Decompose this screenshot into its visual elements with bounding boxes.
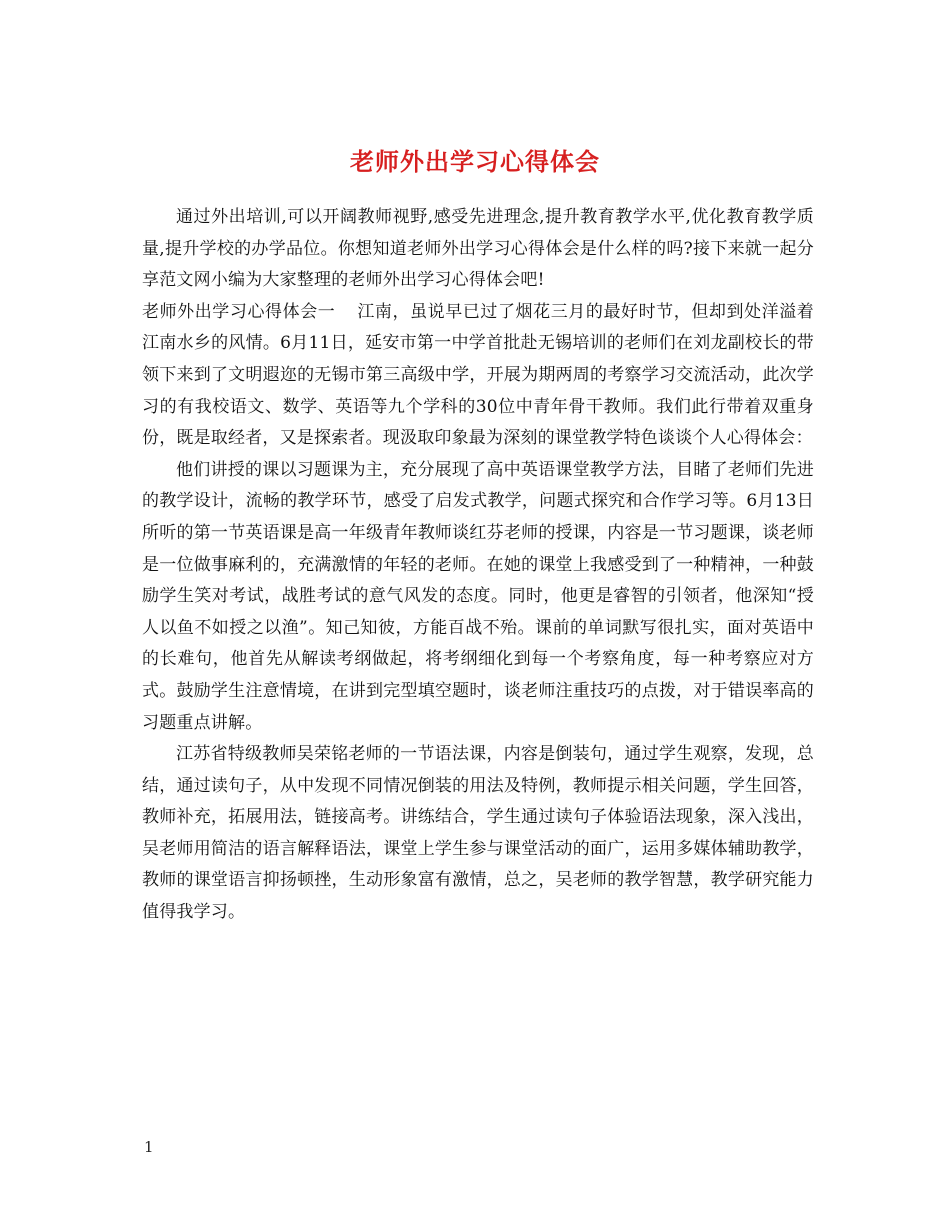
page-number: 1 xyxy=(144,1138,154,1156)
section-paragraph xyxy=(142,297,814,455)
document-body xyxy=(142,202,814,929)
document-title: 老师外出学习心得体会 xyxy=(350,147,600,177)
body-paragraph-grammar-class: 江苏省特级教师吴荣铭老师的一节语法课，内容是倒装句，通过学生观察，发现，总结，通过读句子，从中发现不同情况倒装的用法及特例，教师提示相关问题，学生回答，教师补充，拓展用法，链接高考。讲练结合，学生通过读句子体验语法现象，深入浅出，吴老师用简洁的语言解释语法，课堂上学生参与课堂活动的面广，运用多媒体辅助教学，教师的课堂语言抑扬顿挫，生动形象富有激情，总之，吴老师的教学智慧，教学研究能力值得我学习。 xyxy=(142,744,814,923)
intro-paragraph: 通过外出培训,可以开阔教师视野,感受先进理念,提升教育教学水平,优化教育教学质量,提升学校的办学品位。你想知道老师外出学习心得体会是什么样的吗?接下来就一起分享范文网小编为大家整理的老师外出学习心得体会吧! xyxy=(142,207,814,291)
section-paragraph-text: 江南，虽说早已过了烟花三月的最好时节，但却到处洋溢着江南水乡的风情。6月11日，延安市第一中学首批赴无锡培训的老师们在刘龙副校长的带领下来到了文明遐迩的无锡市第三高级中学，开展为期两周的考察学习交流活动，此次学习的有我校语文、数学、英语等九个学科的30位中青年骨干教师。我们此行带着双重身份，既是取经者，又是探索者。现汲取印象最为深刻的课堂教学特色谈谈个人心得体会： xyxy=(142,301,814,449)
body-paragraph-english-class: 他们讲授的课以习题课为主，充分展现了高中英语课堂教学方法，目睹了老师们先进的教学设计，流畅的教学环节，感受了启发式教学，问题式探究和合作学习等。6月13日所听的第一节英语课是高一年级青年教师谈红芬老师的授课，内容是一节习题课，谈老师是一位做事麻利的，充满激情的年轻的老师。在她的课堂上我感受到了一种精神，一种鼓励学生笑对考试，战胜考试的意气风发的态度。同时，他更是睿智的引领者，他深知“授人以鱼不如授之以渔”。知己知彼，方能百战不殆。课前的单词默写很扎实，面对英语中的长难句，他首先从解读考纲做起，将考纲细化到每一个考察角度，每一种考察应对方式。鼓励学生注意情境，在讲到完型填空题时，谈老师注重技巧的点拨，对于错误率高的习题重点讲解。 xyxy=(142,459,814,733)
section-heading: 老师外出学习心得体会一 xyxy=(142,301,336,322)
